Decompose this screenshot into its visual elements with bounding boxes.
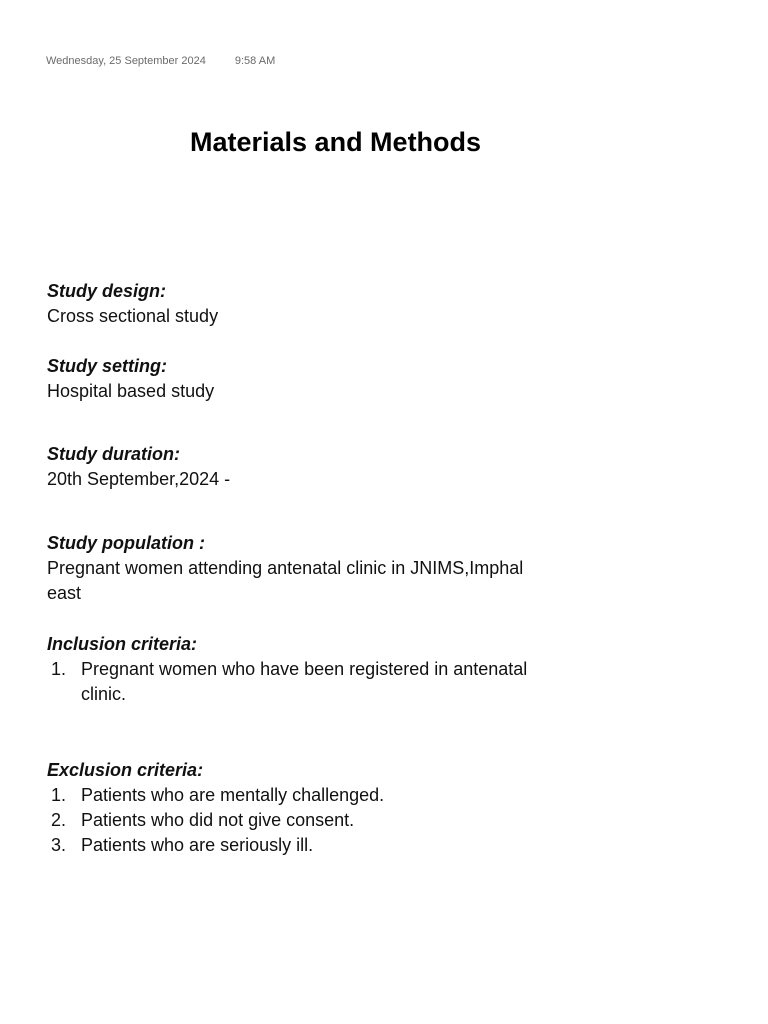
list-item-number: 3.	[51, 835, 67, 855]
section-heading: Study duration:	[47, 444, 180, 464]
list-item-text: Patients who are seriously ill.	[81, 835, 314, 855]
list-item-number: 2.	[51, 810, 67, 830]
section-study-duration	[47, 442, 547, 492]
exclusion-list	[47, 783, 547, 858]
section-study-population	[47, 531, 547, 606]
list-item-text: Patients who are mentally challenged.	[81, 785, 385, 805]
section-heading: Study setting:	[47, 356, 167, 376]
section-heading: Exclusion criteria:	[47, 760, 204, 780]
page-metadata	[46, 55, 275, 67]
section-text: Pregnant women attending antenatal clinic in JNIMS,Imphal east	[47, 558, 524, 603]
list-item-text: Patients who did not give consent.	[81, 810, 355, 830]
section-text: 20th September,2024 -	[47, 469, 231, 489]
section-inclusion-criteria	[47, 632, 547, 707]
page-title: Materials and Methods	[190, 127, 482, 157]
section-study-design	[47, 279, 547, 329]
list-item-number: 1.	[51, 785, 67, 805]
section-text: Cross sectional study	[47, 306, 219, 326]
list-item	[47, 783, 547, 808]
section-study-setting	[47, 354, 547, 404]
section-heading: Study population :	[47, 533, 205, 553]
section-heading: Inclusion criteria:	[47, 634, 198, 654]
section-text: Hospital based study	[47, 381, 215, 401]
list-item	[47, 833, 547, 858]
list-item-text: Pregnant women who have been registered in antenatal clinic.	[81, 659, 528, 704]
list-item	[47, 657, 547, 707]
page-date: Wednesday, 25 September 2024	[46, 55, 206, 67]
list-item-number: 1.	[51, 659, 67, 679]
section-exclusion-criteria	[47, 758, 547, 858]
inclusion-list	[47, 657, 547, 707]
page-time: 9:58 AM	[234, 55, 276, 67]
section-heading: Study design:	[47, 281, 167, 301]
list-item	[47, 808, 547, 833]
